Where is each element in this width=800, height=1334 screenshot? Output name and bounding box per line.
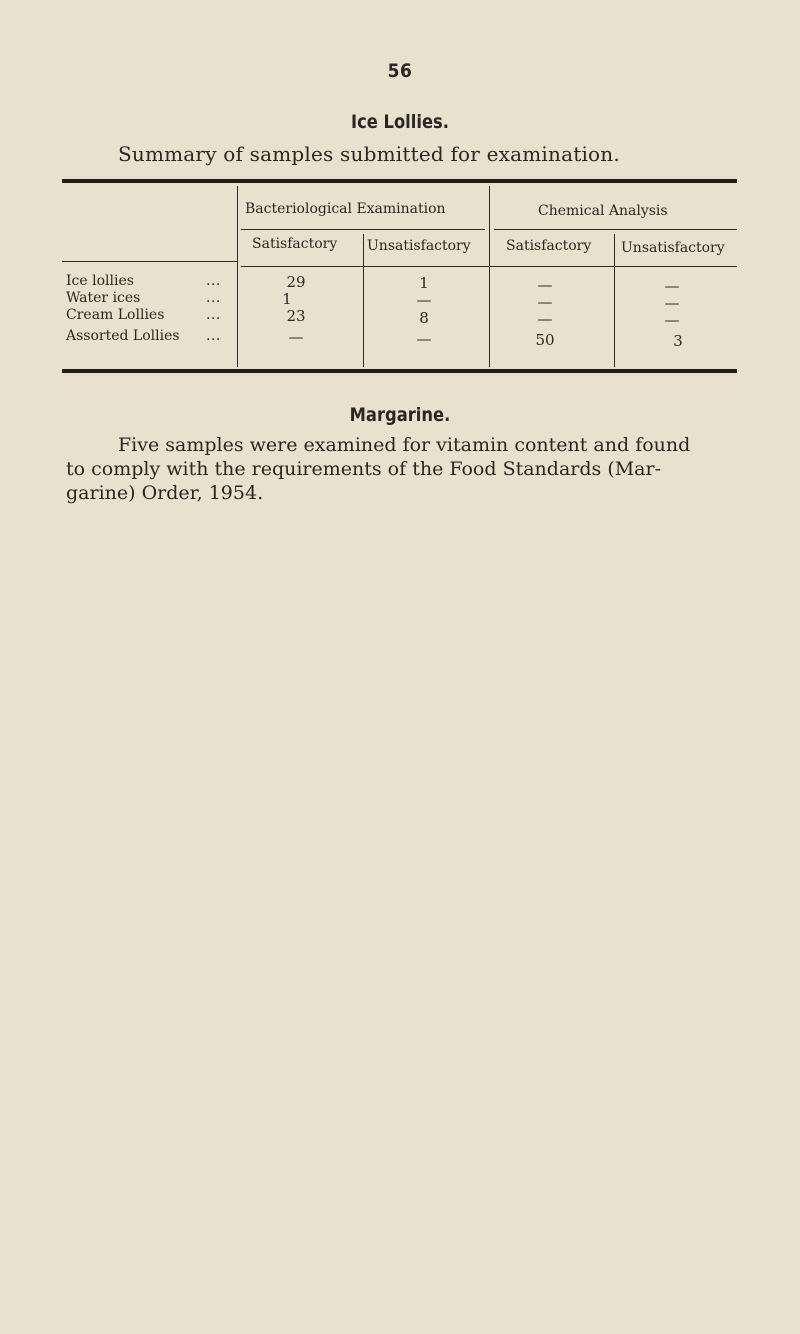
cell-bact-satisfactory: 1 — [282, 290, 292, 308]
section-heading-ice-lollies: Ice Lollies. — [350, 111, 449, 133]
column-divider — [489, 186, 490, 367]
cell-chem-unsatisfactory: 3 — [673, 332, 683, 350]
group-header-chemical: Chemical Analysis — [538, 203, 668, 219]
cell-bact-unsatisfactory: 8 — [419, 309, 429, 327]
cell-bact-unsatisfactory: — — [416, 330, 432, 348]
cell-bact-satisfactory: 29 — [286, 273, 306, 291]
cell-chem-unsatisfactory: — — [664, 311, 680, 329]
subheader-bact-unsatisfactory: Unsatisfactory — [367, 238, 471, 254]
table-caption: Summary of samples submitted for examination. — [118, 142, 620, 166]
leader-dots: ... — [206, 273, 221, 289]
cell-bact-satisfactory: 23 — [286, 307, 306, 325]
subheader-chem-satisfactory: Satisfactory — [506, 238, 592, 254]
cell-chem-satisfactory: 50 — [535, 331, 555, 349]
group-header-rule — [241, 229, 485, 230]
cell-chem-satisfactory: — — [537, 310, 553, 328]
page-number: 56 — [387, 60, 413, 82]
cell-chem-unsatisfactory: — — [664, 277, 680, 295]
row-label: Cream Lollies — [66, 307, 165, 323]
paragraph-line: garine) Order, 1954. — [66, 482, 264, 504]
leader-dots: ... — [206, 290, 221, 306]
paragraph-line: Five samples were examined for vitamin content and found — [118, 434, 691, 456]
row-label: Water ices — [66, 290, 141, 306]
table-top-rule — [62, 179, 737, 183]
cell-bact-unsatisfactory: 1 — [419, 274, 429, 292]
subheader-rule — [241, 266, 737, 267]
section-heading-margarine: Margarine. — [349, 404, 451, 426]
row-label: Assorted Lollies — [66, 328, 180, 344]
paragraph-line: to comply with the requirements of the Food Standards (Mar- — [66, 458, 662, 480]
cell-chem-satisfactory: — — [537, 276, 553, 294]
cell-bact-satisfactory: — — [288, 328, 304, 346]
margarine-paragraph — [66, 433, 750, 505]
subheader-chem-unsatisfactory: Unsatisfactory — [621, 240, 725, 256]
column-divider — [363, 234, 364, 367]
table-bottom-rule — [62, 369, 737, 373]
leader-dots: ... — [206, 328, 221, 344]
row-label: Ice lollies — [66, 273, 134, 289]
group-header-rule — [494, 229, 737, 230]
cell-bact-unsatisfactory: — — [416, 291, 432, 309]
cell-chem-unsatisfactory: — — [664, 294, 680, 312]
column-divider — [614, 234, 615, 367]
column-divider — [237, 186, 238, 367]
row-label-rule — [62, 261, 237, 262]
leader-dots: ... — [206, 307, 221, 323]
group-header-bacteriological: Bacteriological Examination — [245, 201, 446, 217]
subheader-bact-satisfactory: Satisfactory — [252, 236, 338, 252]
cell-chem-satisfactory: — — [537, 293, 553, 311]
